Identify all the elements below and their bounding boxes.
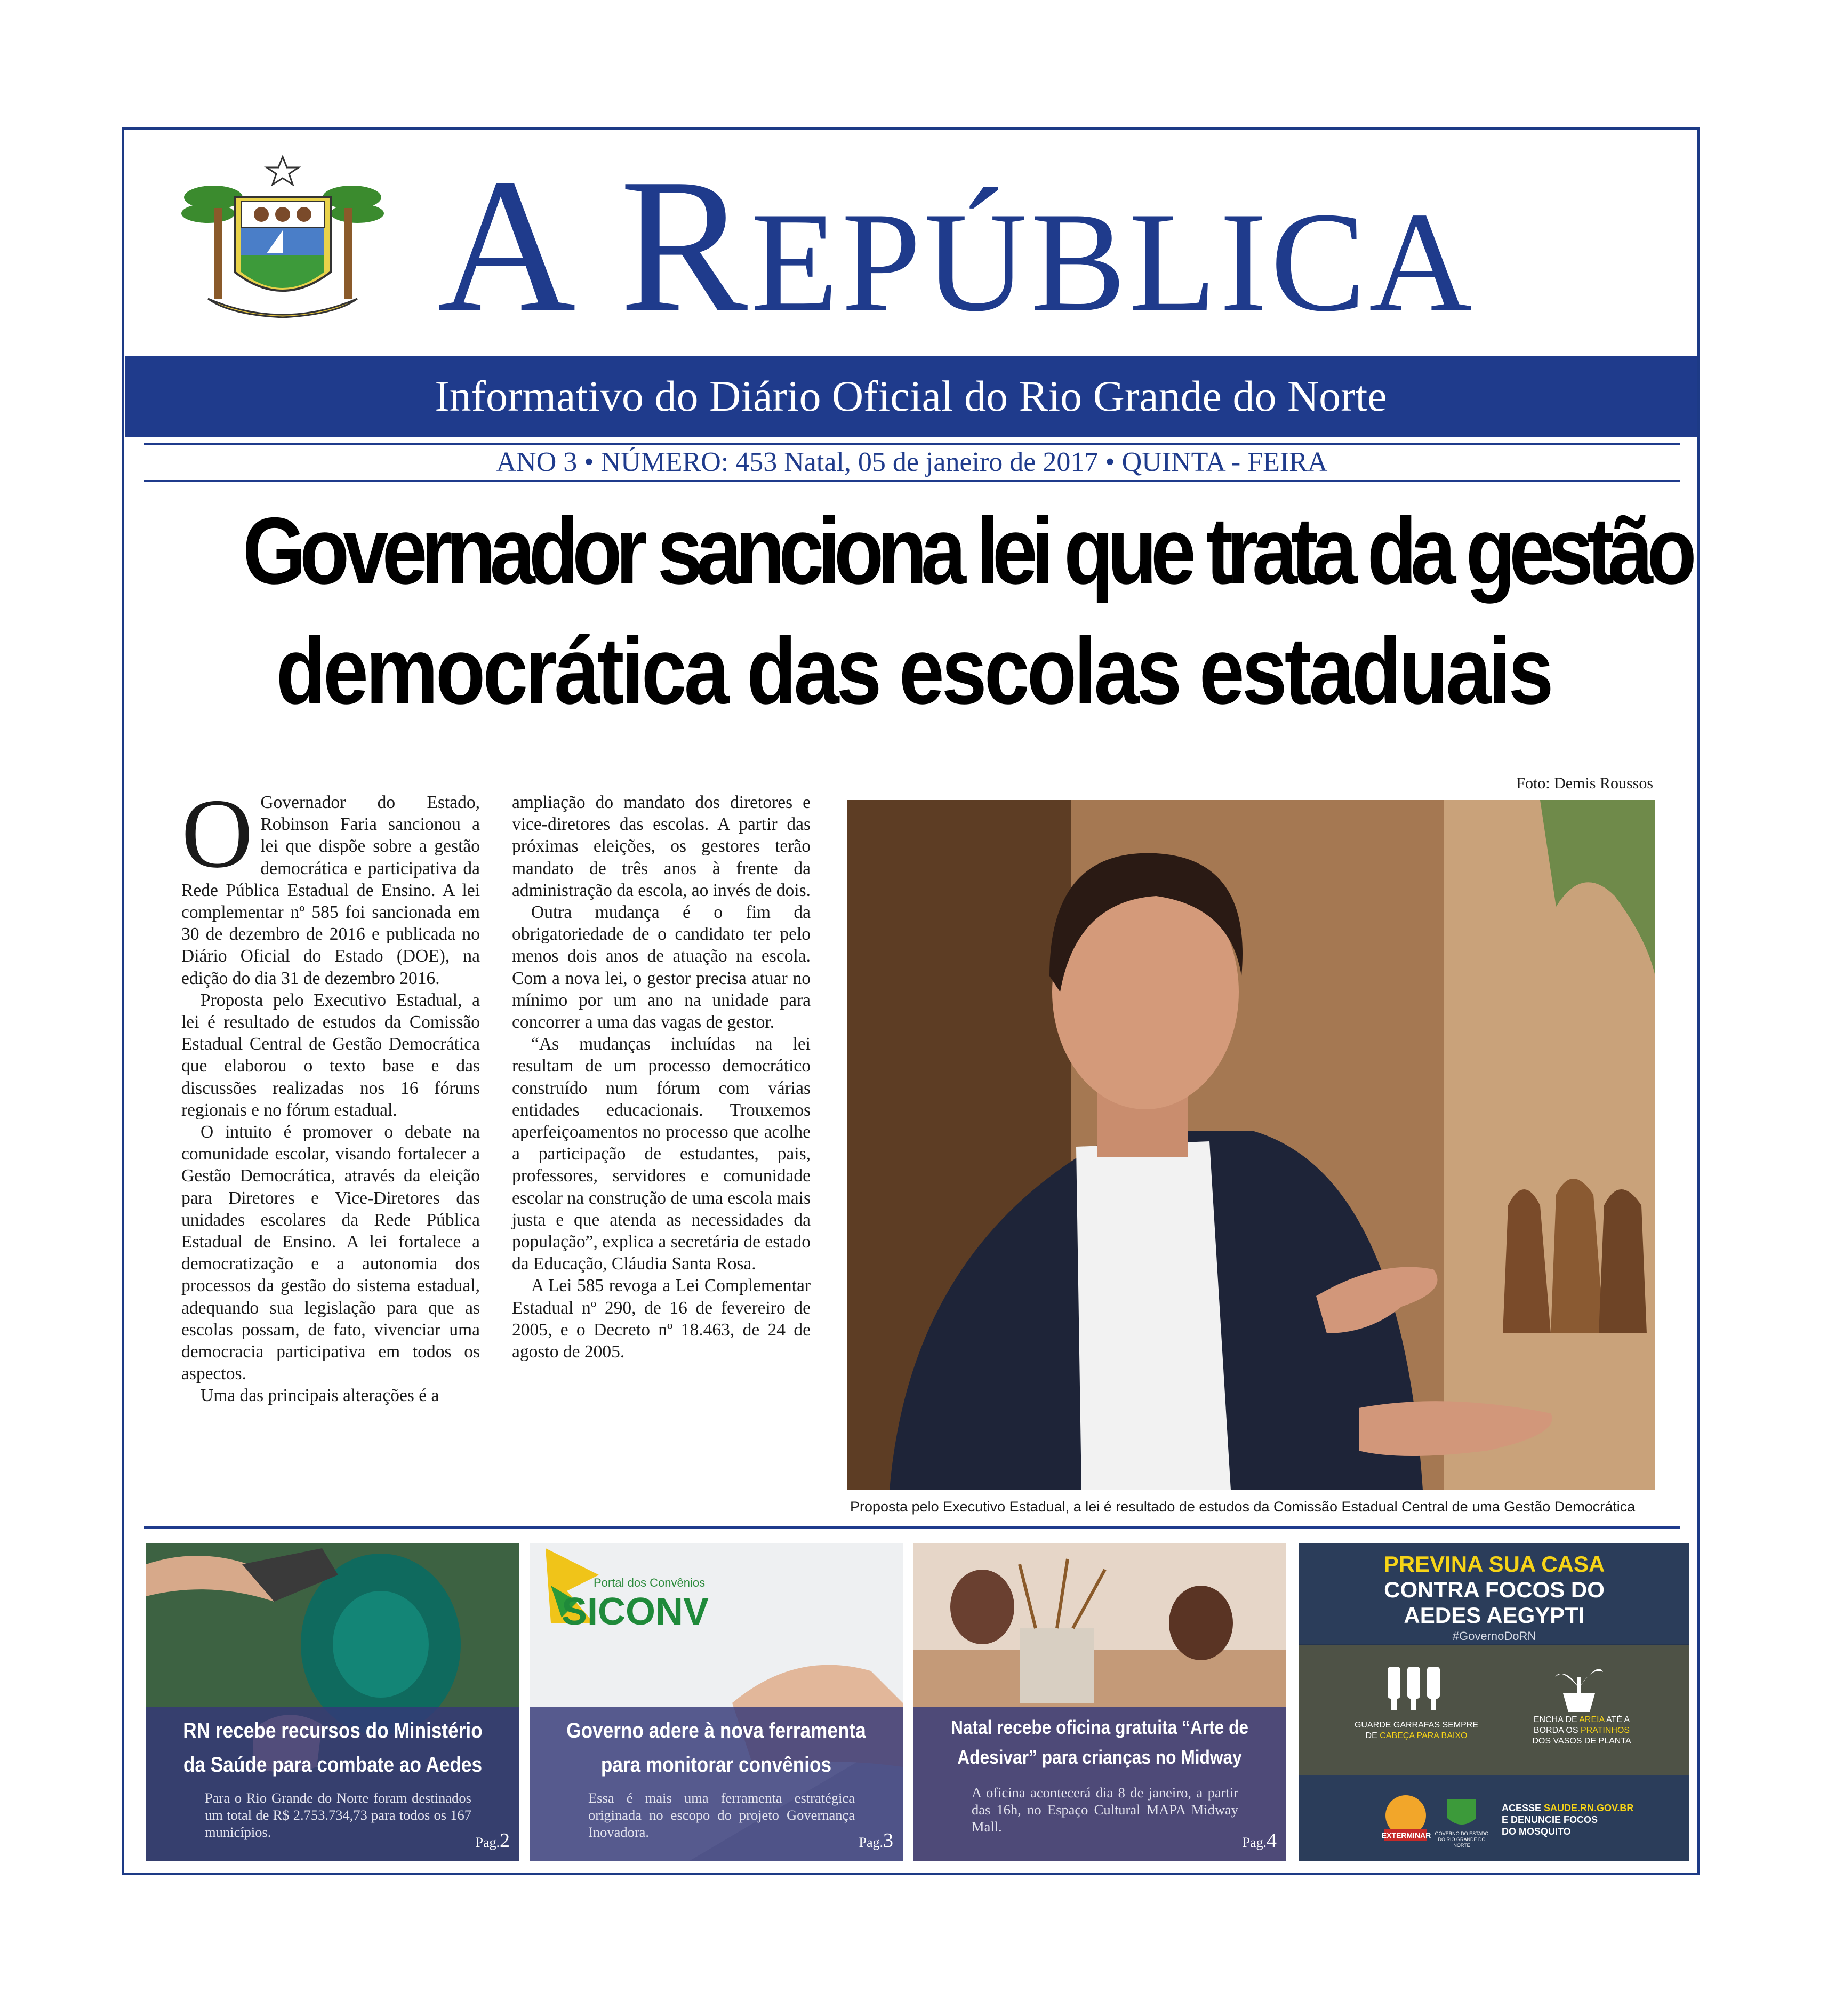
photo-caption: Proposta pelo Executivo Estadual, a lei é resultado de estudos da Comissão Estadual Central de uma Gestão Democrática — [850, 1499, 1636, 1515]
page-label: Pag. — [475, 1835, 500, 1850]
paragraph-text: Governador do Estado, Robinson Faria sancionou a lei que dispõe sobre a gestão democrática e participativa da Rede Pública Estadual de Ensino. A lei complementar nº 585 foi sancionada em 30 de dezembro de 2016 e publicada no Diário Oficial do Estado (DOE), na edição do dia 31 de dezembro 2016. — [181, 793, 480, 988]
tip-bottles — [1347, 1720, 1486, 1741]
tip-bottles-line1: GUARDE GARRAFAS SEMPRE — [1354, 1721, 1479, 1730]
page-number: 4 — [1267, 1829, 1277, 1852]
page-number: 2 — [500, 1829, 510, 1852]
photo-credit: Foto: Demis Roussos — [1516, 774, 1653, 792]
ad-hashtag: #GovernoDoRN — [1452, 1629, 1536, 1643]
ad-line2: CONTRA FOCOS DO — [1384, 1577, 1605, 1602]
article-paragraph: ampliação do mandato dos diretores e vice-diretores das escolas. A partir das próximas eleições, os gestores terão mandato de três anos à frente da administração da escola, ao invés de dois. — [512, 793, 811, 900]
ad-header — [1299, 1543, 1689, 1644]
page-number: 3 — [883, 1829, 893, 1852]
bottles-icon — [1384, 1667, 1443, 1715]
title-rest: EPÚBLICA — [751, 182, 1476, 341]
article-paragraph: Proposta pelo Executivo Estadual, a lei é resultado de estudos da Comissão Estadual Central de Gestão Democrática que elaborou o texto base e das discussões realizadas nos 16 fóruns regionais e no fórum estadual. — [181, 990, 480, 1120]
article-paragraph: Outra mudança é o fim da obrigatoriedade de o candidato ter pelo menos dois anos de atuação na escola. Com a nova lei, o gestor precisa atuar no mínimo por um ano na unidade para concorrer a uma das vagas de gestor. — [512, 902, 811, 1033]
access-line2: E DENUNCIE FOCOS — [1502, 1814, 1598, 1825]
title-a: A — [437, 139, 620, 351]
access-url[interactable]: SAUDE.RN.GOV.BR — [1544, 1803, 1634, 1813]
page-reference — [859, 1829, 894, 1852]
teaser-box-oficina[interactable] — [913, 1543, 1286, 1861]
access-line3: DO MOSQUITO — [1502, 1826, 1571, 1837]
rn-government-logo-line1: GOVERNO DO ESTADO — [1435, 1831, 1489, 1836]
tip-pots-line1 — [1512, 1715, 1651, 1725]
access-prefix: ACESSE — [1502, 1803, 1544, 1813]
tip-pots-line3: DOS VASOS DE PLANTA — [1532, 1737, 1631, 1746]
siconv-logo: SICONV — [562, 1590, 709, 1633]
tip-plant-pots — [1512, 1715, 1651, 1747]
tip-pots-prefix: ENCHA DE — [1533, 1715, 1580, 1724]
teaser-headline: Natal recebe oficina gratuita “Arte de Adesivar” para crianças no Midway — [950, 1716, 1249, 1768]
tip-bottles-highlight: CABEÇA PARA BAIXO — [1380, 1731, 1468, 1740]
drop-cap: O — [181, 779, 253, 889]
exterminar-logo-text: EXTERMINAR — [1381, 1831, 1431, 1839]
teaser-box-siconv[interactable] — [530, 1543, 903, 1861]
page-reference — [476, 1829, 510, 1852]
tip-pots-highlight-areia: AREIA — [1579, 1715, 1605, 1724]
rn-government-logo-line2: DO RIO GRANDE DO NORTE — [1438, 1837, 1486, 1848]
edition-line: ANO 3 • NÚMERO: 453 Natal, 05 de janeiro de 2017 • QUINTA - FEIRA — [496, 447, 1328, 477]
aedes-campaign-ad[interactable] — [1299, 1543, 1689, 1861]
plant-pot-icon — [1550, 1656, 1608, 1715]
article-paragraph: A Lei 585 revoga a Lei Complementar Estadual nº 290, de 16 de fevereiro de 2005, e o Decreto nº 18.463, de 24 de agosto de 2005. — [512, 1276, 811, 1362]
rn-coat-of-arms-icon — [176, 155, 389, 331]
governor-photo — [847, 800, 1655, 1490]
rn-government-logo-icon — [1443, 1794, 1480, 1831]
tip-pots-suffix: ATÉ A — [1604, 1715, 1630, 1724]
rn-government-logo-text — [1432, 1831, 1491, 1849]
page-label: Pag. — [1242, 1835, 1267, 1850]
teaser-box-aedes[interactable] — [146, 1543, 519, 1861]
headline — [133, 491, 1694, 731]
subtitle-banner: Informativo do Diário Oficial do Rio Grande do Norte — [125, 356, 1697, 437]
article-column-2 — [512, 791, 811, 1363]
tip-pots-line2 — [1512, 1725, 1651, 1736]
article-paragraph — [181, 779, 480, 989]
newspaper-title — [437, 139, 1664, 351]
teaser-text: Para o Rio Grande do Norte foram destinados um total de R$ 2.753.734,73 para todos os 167 municípios. — [205, 1790, 471, 1840]
article-paragraph: O intuito é promover o debate na comunidade escolar, visando fortalecer a Gestão Democrática, através da eleição para Diretores e Vice-Diretores das unidades escolares da Rede Pública Estadual de Ensino. A lei fortalece a democratização e a autonomia dos processos da gestão do sistema estadual, adequando sua legislação para que as escolas possam, de fato, vivenciar uma democracia participativa em todos os aspectos. — [181, 1122, 480, 1384]
governor-photo-illustration — [847, 800, 1655, 1490]
headline-line2: democrática das escolas estaduais — [276, 618, 1551, 724]
headline-line1: Governador sanciona lei que trata da gestão — [242, 498, 1690, 604]
siconv-small-label: Portal dos Convênios — [594, 1576, 706, 1589]
ad-line3: AEDES AEGYPTI — [1404, 1603, 1585, 1628]
page-reference — [1243, 1829, 1277, 1852]
teaser-headline: Governo adere à nova ferramenta para monitorar convênios — [566, 1719, 866, 1777]
ad-tips-section — [1299, 1645, 1689, 1775]
tip-bottles-line2 — [1347, 1731, 1486, 1741]
teaser-text: A oficina acontecerá dia 8 de janeiro, a partir das 16h, no Espaço Cultural MAPA Midway Mall. — [972, 1785, 1238, 1835]
edition-rule-bottom — [144, 480, 1680, 482]
tip-bottles-prefix: DE — [1365, 1731, 1380, 1740]
teaser-text: Essa é mais uma ferramenta estratégica originada no escopo do projeto Governança Inovadora. — [588, 1790, 855, 1840]
edition-rule-top — [144, 443, 1680, 445]
title-r: R — [620, 139, 751, 351]
teaser-headline: RN recebe recursos do Ministério da Saúde para combate ao Aedes — [183, 1719, 483, 1777]
article-paragraph: “As mudanças incluídas na lei resultam de um processo democrático construído num fórum com várias entidades educacionais. Trouxemos aperfeiçoamentos no processo que acolhe a participação de estudantes, pais, professores, servidores e comunidade escolar na construção de uma escola mais justa e que atenda as necessidades da população”, explica a secretária de estado da Educação, Cláudia Santa Rosa. — [512, 1034, 811, 1274]
tip-pots-highlight-pratinhos: PRATINHOS — [1580, 1726, 1630, 1735]
section-rule — [144, 1526, 1680, 1529]
article-paragraph: Uma das principais alterações é a — [201, 1386, 439, 1406]
ad-access-text — [1502, 1802, 1678, 1837]
ad-line1: PREVINA SUA CASA — [1383, 1551, 1605, 1577]
access-line1 — [1502, 1802, 1678, 1814]
article-column-1 — [181, 779, 480, 1407]
page-label: Pag. — [859, 1835, 883, 1850]
tip-pots-prefix2: BORDA OS — [1533, 1726, 1581, 1735]
